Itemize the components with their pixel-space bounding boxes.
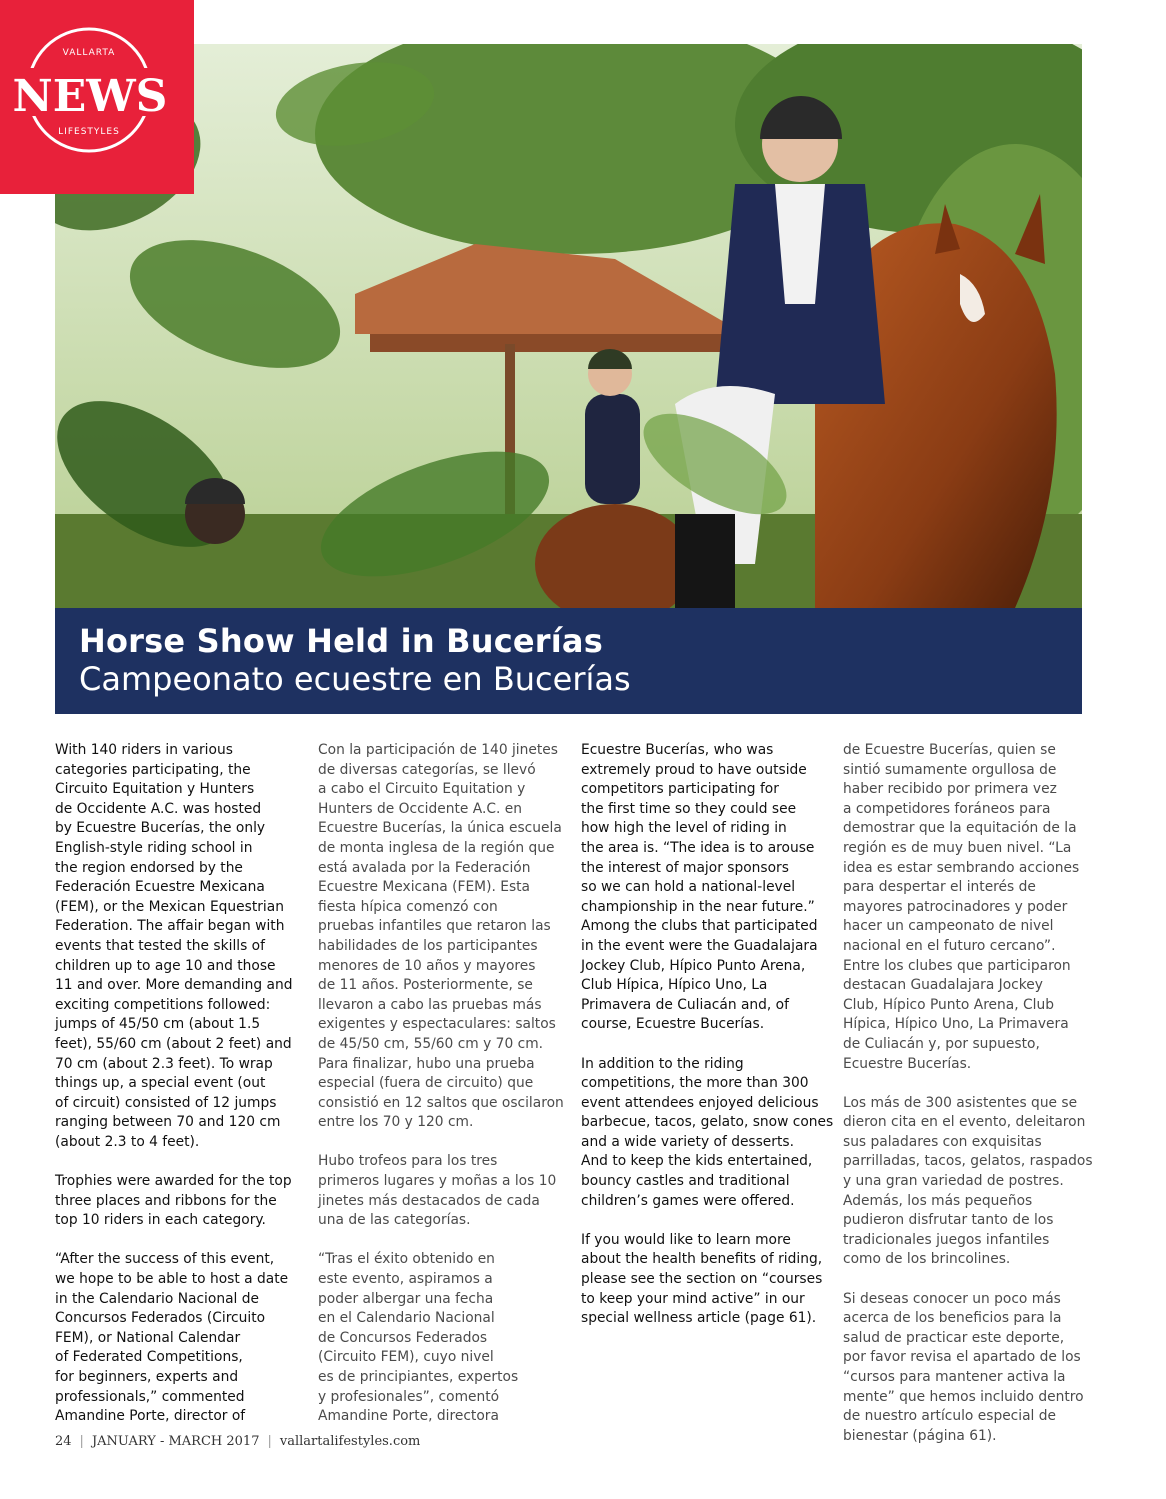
text-line: (about 2.3 to 4 feet).: [55, 1133, 200, 1150]
text-line: sintió sumamente orgullosa de: [843, 761, 1057, 778]
text-line: Ecuestre Bucerías.: [843, 1055, 972, 1072]
text-line: bienestar (página 61).: [843, 1427, 997, 1444]
text-line: hacer un campeonato de nivel: [843, 918, 1054, 935]
text-line: feet), 55/60 cm (about 2 feet) and: [55, 1035, 292, 1052]
text-line: Club, Hípico Punto Arena, Club: [843, 996, 1054, 1013]
text-line: event attendees enjoyed delicious: [581, 1094, 819, 1111]
text-line: the first time so they could see: [581, 800, 797, 817]
text-line: de Ecuestre Bucerías, quien se: [843, 742, 1056, 758]
article-column-english-1: [55, 741, 291, 1446]
text-line: una de las categorías.: [318, 1212, 471, 1229]
text-line: in the event were the Guadalajara: [581, 937, 818, 954]
text-line: jumps of 45/50 cm (about 1.5: [55, 1016, 261, 1033]
paragraph: [581, 1055, 834, 1212]
text-line: exigentes y espectaculares: saltos: [318, 1016, 556, 1033]
text-line: Federation. The affair began with: [55, 918, 285, 935]
text-line: With 140 riders in various: [55, 742, 233, 758]
text-line: “After the success of this event,: [55, 1251, 275, 1268]
text-line: de 45/50 cm, 55/60 cm y 70 cm.: [318, 1035, 544, 1052]
text-line: Circuito Equitation y Hunters: [55, 781, 255, 798]
text-line: Jockey Club, Hípico Punto Arena,: [581, 957, 806, 974]
text-line: FEM), or National Calendar: [55, 1329, 241, 1346]
text-line: exciting competitions followed:: [55, 996, 271, 1013]
text-line: en el Calendario Nacional: [318, 1310, 495, 1327]
text-line: como de los brincolines.: [843, 1251, 1011, 1268]
text-line: Con la participación de 140 jinetes: [318, 742, 558, 758]
text-line: 70 cm (about 2.3 feet). To wrap: [55, 1055, 273, 1072]
text-line: to keep your mind active” in our: [581, 1290, 805, 1307]
text-line: menores de 10 años y mayores: [318, 957, 536, 974]
text-line: está avalada por la Federación: [318, 859, 531, 876]
text-line: de Culiacán y, por supuesto,: [843, 1035, 1040, 1052]
text-line: para despertar el interés de: [843, 879, 1036, 896]
text-line: If you would like to learn more: [581, 1231, 791, 1248]
text-line: de diversas categorías, se llevó: [318, 761, 536, 778]
text-line: competitors participating for: [581, 781, 779, 798]
text-line: barbecue, tacos, gelato, snow cones: [581, 1114, 834, 1131]
article-column-spanish-1: [318, 741, 564, 1446]
text-line: we hope to be able to host a date: [55, 1271, 289, 1288]
text-line: three places and ribbons for the: [55, 1192, 277, 1209]
text-line: de Occidente A.C. was hosted: [55, 800, 262, 817]
text-line: Hunters de Occidente A.C. en: [318, 800, 522, 817]
paragraph: [55, 741, 291, 1152]
text-line: Club Hípica, Hípico Uno, La: [581, 977, 768, 994]
text-line: especial (fuera de circuito) que: [318, 1075, 534, 1092]
article-column-english-2: [581, 741, 834, 1348]
website-link[interactable]: vallartalifestyles.com: [279, 1434, 421, 1449]
text-line: demostrar que la equitación de la: [843, 820, 1077, 837]
text-line: Amandine Porte, director of: [55, 1408, 246, 1425]
text-line: Para finalizar, hubo una prueba: [318, 1055, 535, 1072]
text-line: Federación Ecuestre Mexicana: [55, 879, 265, 896]
text-line: nacional en el futuro cercano”.: [843, 937, 1056, 954]
hero-photo-illustration: [55, 44, 1082, 608]
text-line: poder albergar una fecha: [318, 1290, 494, 1307]
paragraph: [581, 741, 817, 1035]
text-line: please see the section on “courses: [581, 1271, 823, 1288]
text-line: llevaron a cabo las pruebas más: [318, 996, 542, 1013]
text-line: (FEM), or the Mexican Equestrian: [55, 898, 284, 915]
text-line: so we can hold a national-level: [581, 879, 796, 896]
text-line: y profesionales”, comentó: [318, 1388, 500, 1405]
text-line: of Federated Competitions,: [55, 1349, 243, 1366]
paragraph: [843, 1290, 1084, 1447]
text-line: ranging between 70 and 120 cm: [55, 1114, 281, 1131]
text-line: English-style riding school in: [55, 839, 253, 856]
text-line: the interest of major sponsors: [581, 859, 789, 876]
paragraph: [55, 1250, 291, 1426]
news-badge: [0, 0, 194, 194]
text-line: for beginners, experts and: [55, 1369, 239, 1385]
text-line: fiesta hípica comenzó con: [318, 898, 498, 915]
text-line: And to keep the kids entertained,: [581, 1153, 813, 1170]
text-line: “cursos para mantener activa la: [843, 1369, 1066, 1385]
badge-label: NEWS: [12, 71, 168, 122]
text-line: the region endorsed by the: [55, 859, 243, 876]
text-line: Amandine Porte, directora: [318, 1408, 499, 1425]
footer-separator: |: [267, 1434, 272, 1449]
text-line: habilidades de los participantes: [318, 937, 538, 954]
text-line: de monta inglesa de la región que: [318, 839, 555, 856]
text-line: región es de muy buen nivel. “La: [843, 839, 1072, 856]
text-line: mayores patrocinadores y poder: [843, 898, 1068, 915]
text-line: de nuestro artículo especial de: [843, 1408, 1057, 1425]
text-line: 11 and over. More demanding and: [55, 977, 293, 994]
text-line: de Concursos Federados: [318, 1329, 488, 1346]
text-line: parrilladas, tacos, gelatos, raspados: [843, 1153, 1093, 1170]
paragraph: [55, 1172, 291, 1231]
text-line: course, Ecuestre Bucerías.: [581, 1016, 765, 1033]
text-line: Concursos Federados (Circuito: [55, 1310, 266, 1327]
text-line: of circuit) consisted of 12 jumps: [55, 1094, 277, 1111]
text-line: Among the clubs that participated: [581, 918, 818, 935]
text-line: special wellness article (page 61).: [581, 1310, 817, 1327]
text-line: por favor revisa el apartado de los: [843, 1349, 1081, 1366]
headline-spanish: Campeonato ecuestre en Bucerías: [79, 660, 631, 698]
paragraph: [581, 1231, 823, 1329]
text-line: salud de practicar este deporte,: [843, 1329, 1065, 1346]
text-line: consistió en 12 saltos que oscilaron: [318, 1094, 564, 1111]
text-line: dieron cita en el evento, deleitaron: [843, 1114, 1086, 1131]
text-line: haber recibido por primera vez: [843, 781, 1057, 798]
headline-english: Horse Show Held in Bucerías: [79, 622, 603, 660]
text-line: Ecuestre Bucerías, who was: [581, 742, 774, 758]
text-line: categories participating, the: [55, 761, 251, 778]
paragraph: [843, 1094, 1093, 1270]
text-line: mente” que hemos incluido dentro: [843, 1388, 1084, 1405]
text-line: how high the level of riding in: [581, 820, 787, 837]
text-line: events that tested the skills of: [55, 937, 265, 954]
badge-ring-bottom: LIFESTYLES: [58, 127, 120, 137]
text-line: jinetes más destacados de cada: [318, 1192, 540, 1209]
paragraph: [318, 741, 564, 1133]
text-line: Además, los más pequeños: [843, 1192, 1033, 1209]
text-line: things up, a special event (out: [55, 1075, 266, 1092]
text-line: and a wide variety of desserts.: [581, 1133, 794, 1150]
paragraph: [843, 741, 1079, 1074]
text-line: in the Calendario Nacional de: [55, 1290, 259, 1307]
text-line: pudieron disfrutar tanto de los: [843, 1212, 1054, 1229]
text-line: entre los 70 y 120 cm.: [318, 1114, 474, 1131]
footer-separator: |: [79, 1434, 84, 1449]
text-line: “Tras el éxito obtenido en: [318, 1251, 495, 1268]
text-line: primeros lugares y moñas a los 10: [318, 1173, 557, 1190]
text-line: In addition to the riding: [581, 1055, 744, 1072]
text-line: children up to age 10 and those: [55, 957, 276, 974]
text-line: professionals,” commented: [55, 1388, 245, 1405]
page-number: 24: [55, 1434, 72, 1449]
paragraph: [318, 1152, 557, 1230]
paragraph: [318, 1250, 554, 1426]
text-line: sus paladares con exquisitas: [843, 1133, 1042, 1150]
issue-date: JANUARY - MARCH 2017: [91, 1434, 260, 1449]
text-line: extremely proud to have outside: [581, 761, 807, 778]
text-line: pruebas infantiles que retaron las: [318, 918, 551, 935]
text-line: Ecuestre Bucerías, la única escuela: [318, 820, 562, 837]
text-line: de 11 años. Posteriormente, se: [318, 977, 533, 994]
text-line: tradicionales juegos infantiles: [843, 1231, 1050, 1248]
text-line: es de principiantes, expertos: [318, 1369, 519, 1385]
text-line: the area is. “The idea is to arouse: [581, 839, 815, 856]
text-line: children’s games were offered.: [581, 1192, 795, 1209]
page-footer: [55, 1434, 420, 1449]
text-line: destacan Guadalajara Jockey: [843, 977, 1043, 994]
text-line: Hubo trofeos para los tres: [318, 1153, 498, 1170]
text-line: (Circuito FEM), cuyo nivel: [318, 1349, 494, 1366]
text-line: about the health benefits of riding,: [581, 1251, 823, 1268]
text-line: Entre los clubes que participaron: [843, 957, 1071, 974]
text-line: y una gran variedad de postres.: [843, 1173, 1064, 1190]
title-band: [55, 608, 1082, 714]
text-line: top 10 riders in each category.: [55, 1212, 266, 1229]
text-line: championship in the near future.”: [581, 898, 815, 915]
text-line: Los más de 300 asistentes que se: [843, 1094, 1078, 1111]
text-line: Si deseas conocer un poco más: [843, 1290, 1061, 1307]
text-line: Trophies were awarded for the top: [55, 1173, 292, 1190]
badge-ring-top: VALLARTA: [62, 48, 116, 58]
text-line: a cabo el Circuito Equitation y: [318, 781, 526, 798]
text-line: Hípica, Hípico Uno, La Primavera: [843, 1016, 1069, 1033]
text-line: bouncy castles and traditional: [581, 1173, 790, 1190]
hero-photo: [55, 44, 1082, 608]
text-line: a competidores foráneos para: [843, 800, 1051, 817]
article-column-spanish-2: [843, 741, 1093, 1466]
text-line: competitions, the more than 300: [581, 1075, 809, 1092]
text-line: acerca de los beneficios para la: [843, 1310, 1062, 1327]
text-line: idea es estar sembrando acciones: [843, 859, 1080, 876]
text-line: Primavera de Culiacán and, of: [581, 996, 789, 1013]
text-line: Ecuestre Mexicana (FEM). Esta: [318, 879, 531, 896]
text-line: este evento, aspiramos a: [318, 1271, 493, 1288]
text-line: by Ecuestre Bucerías, the only: [55, 820, 266, 837]
